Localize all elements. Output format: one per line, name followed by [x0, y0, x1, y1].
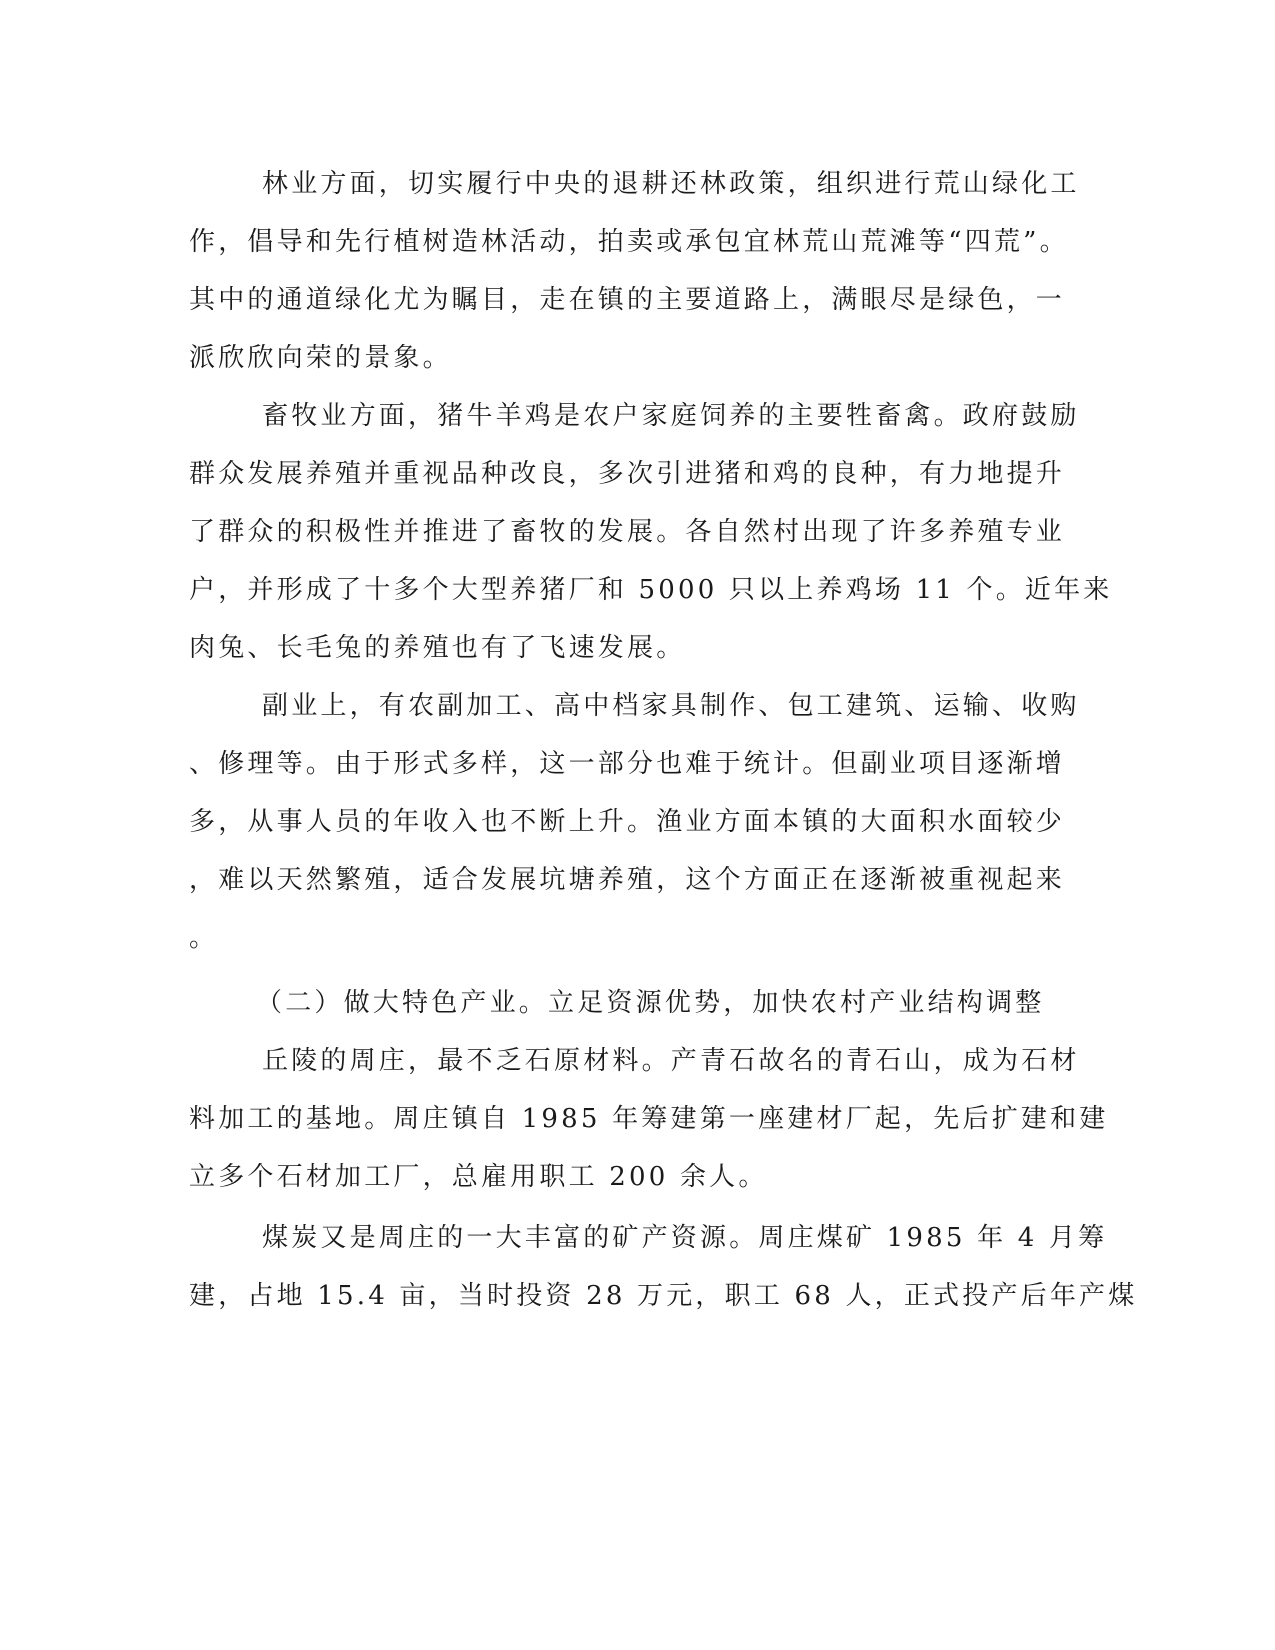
- paragraph-forestry-line: 派欣欣向荣的景象。: [189, 343, 452, 373]
- paragraph-livestock-line: 群众发展养殖并重视品种改良，多次引进猪和鸡的良种，有力地提升: [189, 459, 1066, 489]
- paragraph-sideline-line: 副业上，有农副加工、高中档家具制作、包工建筑、运输、收购: [262, 691, 1080, 721]
- paragraph-sideline-line: 多，从事人员的年收入也不断上升。渔业方面本镇的大面积水面较少: [189, 807, 1066, 837]
- paragraph-sideline-line: 、修理等。由于形式多样，这一部分也难于统计。但副业项目逐渐增: [189, 749, 1066, 779]
- paragraph-livestock-line: 肉兔、长毛兔的养殖也有了飞速发展。: [189, 633, 686, 663]
- paragraph-forestry-line: 其中的通道绿化尤为瞩目，走在镇的主要道路上，满眼尽是绿色，一: [189, 285, 1066, 315]
- section-heading: （二）做大特色产业。立足资源优势，加快农村产业结构调整: [256, 988, 1045, 1018]
- paragraph-forestry-line: 林业方面，切实履行中央的退耕还林政策，组织进行荒山绿化工: [262, 169, 1080, 199]
- paragraph-stone-line: 料加工的基地。周庄镇自 1985 年筹建第一座建材厂起，先后扩建和建: [189, 1104, 1109, 1134]
- paragraph-sideline-line: 。: [189, 923, 219, 953]
- paragraph-sideline-line: ，难以天然繁殖，适合发展坑塘养殖，这个方面正在逐渐被重视起来: [189, 865, 1066, 895]
- paragraph-coal-line: 建，占地 15.4 亩，当时投资 28 万元，职工 68 人，正式投产后年产煤: [189, 1281, 1138, 1311]
- paragraph-livestock-line: 了群众的积极性并推进了畜牧的发展。各自然村出现了许多养殖专业: [189, 517, 1066, 547]
- paragraph-forestry-line: 作，倡导和先行植树造林活动，拍卖或承包宜林荒山荒滩等“四荒”。: [189, 227, 1069, 257]
- paragraph-coal-line: 煤炭又是周庄的一大丰富的矿产资源。周庄煤矿 1985 年 4 月筹: [262, 1223, 1108, 1253]
- paragraph-livestock-line: 畜牧业方面，猪牛羊鸡是农户家庭饲养的主要牲畜禽。政府鼓励: [262, 401, 1080, 431]
- paragraph-livestock-line: 户，并形成了十多个大型养猪厂和 5000 只以上养鸡场 11 个。近年来: [189, 575, 1113, 605]
- paragraph-stone-line: 立多个石材加工厂，总雇用职工 200 余人。: [189, 1162, 768, 1192]
- paragraph-stone-line: 丘陵的周庄，最不乏石原材料。产青石故名的青石山，成为石材: [262, 1046, 1080, 1076]
